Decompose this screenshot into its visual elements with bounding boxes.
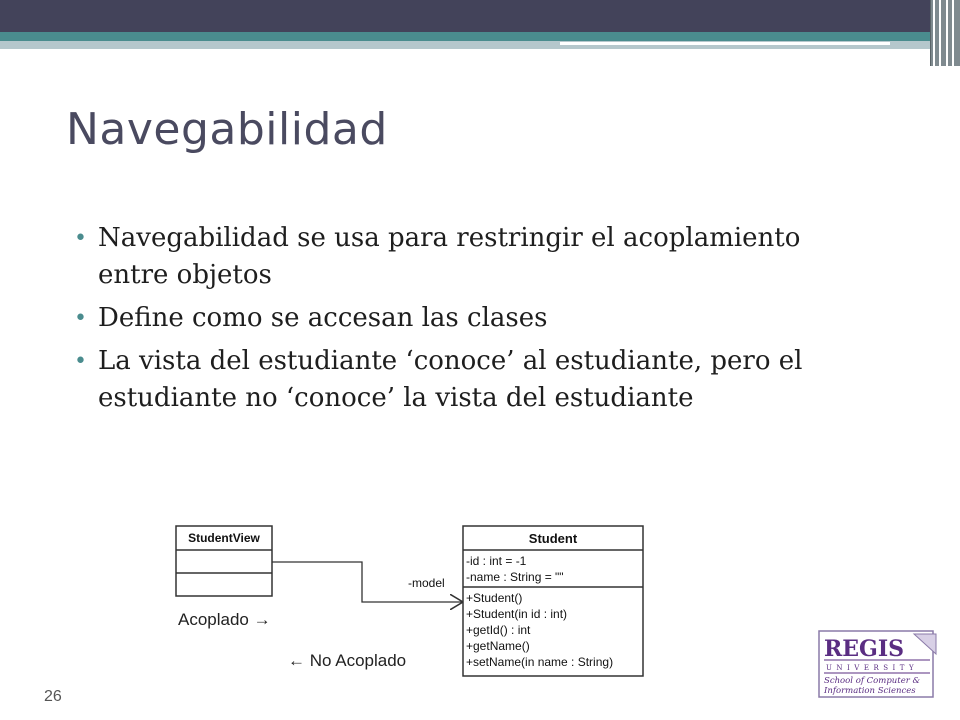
header-corner-stripe — [939, 0, 941, 66]
bullet-item: • Define como se accesan las clases — [72, 300, 872, 337]
class-attribute: -id : int = -1 — [466, 554, 527, 568]
class-name-student: Student — [528, 531, 578, 546]
header-bar — [0, 0, 960, 32]
uml-class-diagram — [175, 524, 655, 684]
class-box-student — [463, 526, 643, 676]
arrow-right-icon: → — [253, 610, 271, 629]
class-method: +Student() — [466, 591, 523, 605]
uncoupled-label-text: No Acoplado — [309, 651, 407, 670]
association-label: -model — [408, 576, 445, 590]
class-method: +setName(in name : String) — [466, 655, 614, 669]
header-corner-line — [930, 0, 931, 66]
header-accent-bar — [0, 32, 930, 41]
uncoupled-label — [288, 651, 406, 671]
header-corner-stripe — [946, 0, 948, 66]
page-number: 26 — [44, 688, 62, 705]
class-attribute: -name : String = "" — [466, 570, 564, 584]
slide-title: Navegabilidad — [66, 104, 388, 155]
logo-line1: School of Computer & — [824, 676, 921, 686]
class-method: +Student(in id : int) — [466, 607, 568, 621]
logo-sub: UNIVERSITY — [826, 664, 919, 672]
bullet-item: • La vista del estudiante ‘conoce’ al estudiante, pero el estudiante no ‘conoce’ la vista del estudiante — [72, 343, 872, 417]
coupled-label-text: Acoplado — [178, 610, 249, 629]
header-corner-stripe — [952, 0, 954, 66]
header-corner-stripe — [933, 0, 935, 66]
logo-line2: Information Sciences — [824, 686, 916, 696]
header-line — [565, 52, 775, 56]
bullet-list — [72, 220, 872, 423]
class-method: +getName() — [466, 639, 530, 653]
coupled-label — [178, 610, 271, 630]
arrow-left-icon: ← — [288, 651, 305, 670]
regis-university-logo — [818, 630, 940, 702]
logo-name: REGIS — [824, 636, 905, 662]
header-line — [560, 42, 890, 45]
class-method: +getId() : int — [466, 623, 531, 637]
bullet-item: • Navegabilidad se usa para restringir el acoplamiento entre objetos — [72, 220, 872, 294]
class-box-studentview — [176, 526, 272, 596]
class-name-studentview: StudentView — [188, 531, 260, 545]
